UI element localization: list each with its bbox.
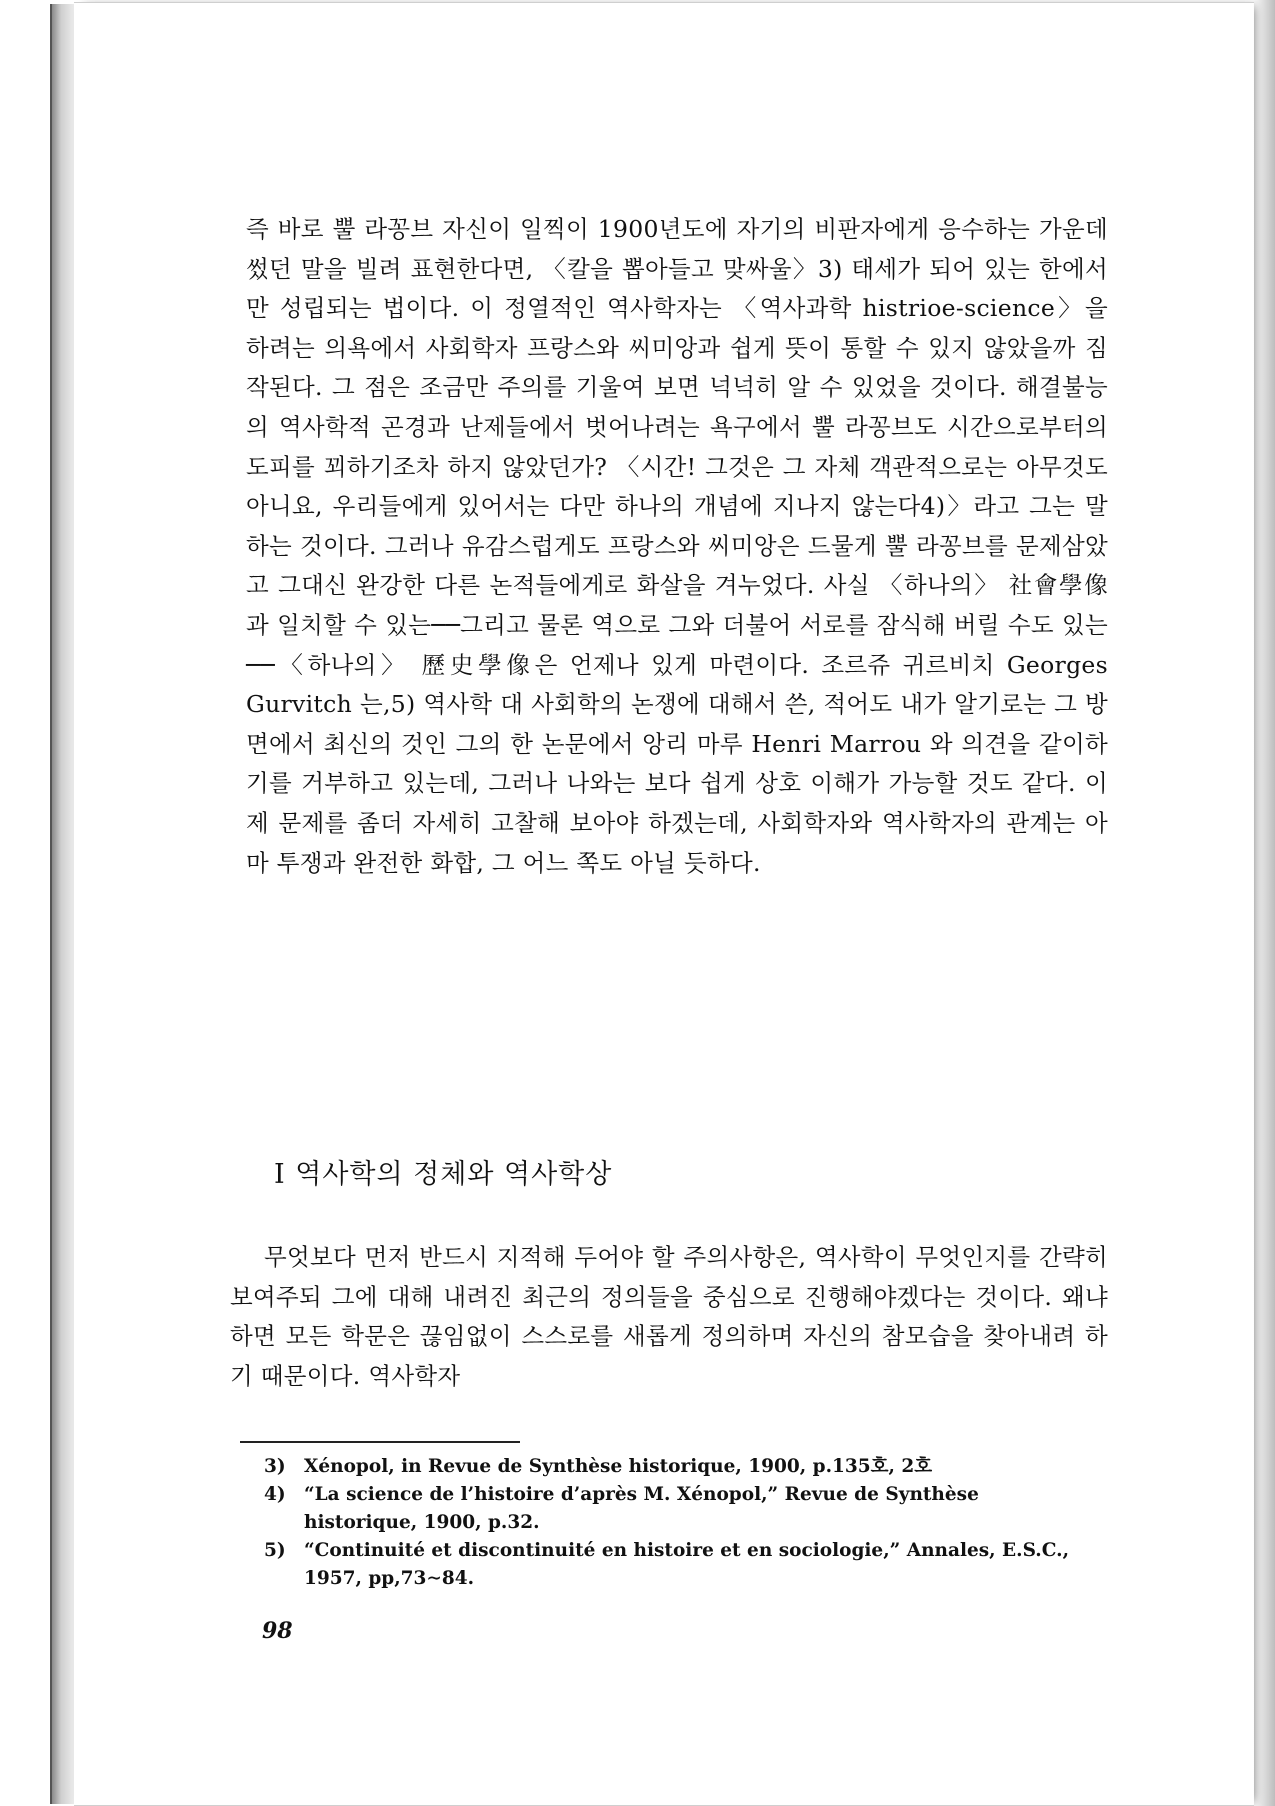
footnote-4 bbox=[264, 1481, 1084, 1537]
footnote-text: “La science de l’histoire d’après M. Xénopol,” Revue de Synthèse historique, 1900, p.32. bbox=[304, 1484, 979, 1533]
page-number: 98 bbox=[262, 1618, 293, 1644]
footnote-5 bbox=[264, 1537, 1084, 1593]
footnote-divider bbox=[240, 1441, 520, 1443]
body-paragraph-2: 무엇보다 먼저 반드시 지적해 두어야 할 주의사항은, 역사학이 무엇인지를 간략히 보여주되 그에 대해 내려진 최근의 정의들을 중심으로 진행해야겠다는 것이다. 왜냐하면 모든 학문은 끊임없이 스스로를 새롭게 정의하며 자신의 참모습을 찾아내려 하기 때문이다. 역사학자 bbox=[230, 1243, 1108, 1390]
footnote-text: “Continuité et discontinuité en histoire et en sociologie,” Annales, E.S.C., 1957, pp,73∼84. bbox=[304, 1540, 1070, 1589]
page-edge-shadow bbox=[1253, 0, 1275, 1806]
section-heading: I 역사학의 정체와 역사학상 bbox=[274, 1159, 613, 1190]
footnote-number: 4) bbox=[264, 1484, 286, 1505]
body-paragraph-1: 즉 바로 뿔 라꽁브 자신이 일찍이 1900년도에 자기의 비판자에게 응수하는 가운데 썼던 말을 빌려 표현한다면, 〈칼을 뽑아들고 맞싸울〉3) 태세가 되어 있는 한에서만 성립되는 법이다. 이 정열적인 역사학자는 〈역사과학 histrioe-science〉을 하려는 의욕에서 사회학자 프랑스와 씨미앙과 쉽게 뜻이 통할 수 있지 않았을까 짐작된다. 그 점은 조금만 주의를 기울여 보면 넉넉히 알 수 있었을 것이다. 해결불능의 역사학적 곤경과 난제들에서 벗어나려는 욕구에서 뿔 라꽁브도 시간으로부터의 도피를 꾀하기조차 하지 않았던가? 〈시간! 그것은 그 자체 객관적으로는 아무것도 아니요, 우리들에게 있어서는 다만 하나의 개념에 지나지 않는다4)〉라고 그는 말하는 것이다. 그러나 유감스럽게도 프랑스와 씨미앙은 드물게 뿔 라꽁브를 문제삼았고 그대신 완강한 다른 논적들에게로 화살을 겨누었다. 사실 〈하나의〉 社會學像과 일치할 수 있는──그리고 물론 역으로 그와 더불어 서로를 잠식해 버릴 수도 있는──〈하나의〉 歷史學像은 언제나 있게 마련이다. 조르쥬 귀르비치 Georges Gurvitch 는,5) 역사학 대 사회학의 논쟁에 대해서 쓴, 적어도 내가 알기로는 그 방면에서 최신의 것인 그의 한 논문에서 앙리 마루 Henri Marrou 와 의견을 같이하기를 거부하고 있는데, 그러나 나와는 보다 쉽게 상호 이해가 가능할 것도 같다. 이제 문제를 좀더 자세히 고찰해 보아야 하겠는데, 사회학자와 역사학자의 관계는 아마 투쟁과 완전한 화합, 그 어느 쪽도 아닐 듯하다. bbox=[246, 215, 1108, 877]
footnotes-list bbox=[264, 1453, 1084, 1593]
footnote-number: 5) bbox=[264, 1540, 286, 1561]
footnote-3 bbox=[264, 1453, 1084, 1481]
footnote-text: Xénopol, in Revue de Synthèse historique, 1900, p.135호, 2호 bbox=[304, 1456, 933, 1477]
footnote-number: 3) bbox=[264, 1456, 286, 1477]
